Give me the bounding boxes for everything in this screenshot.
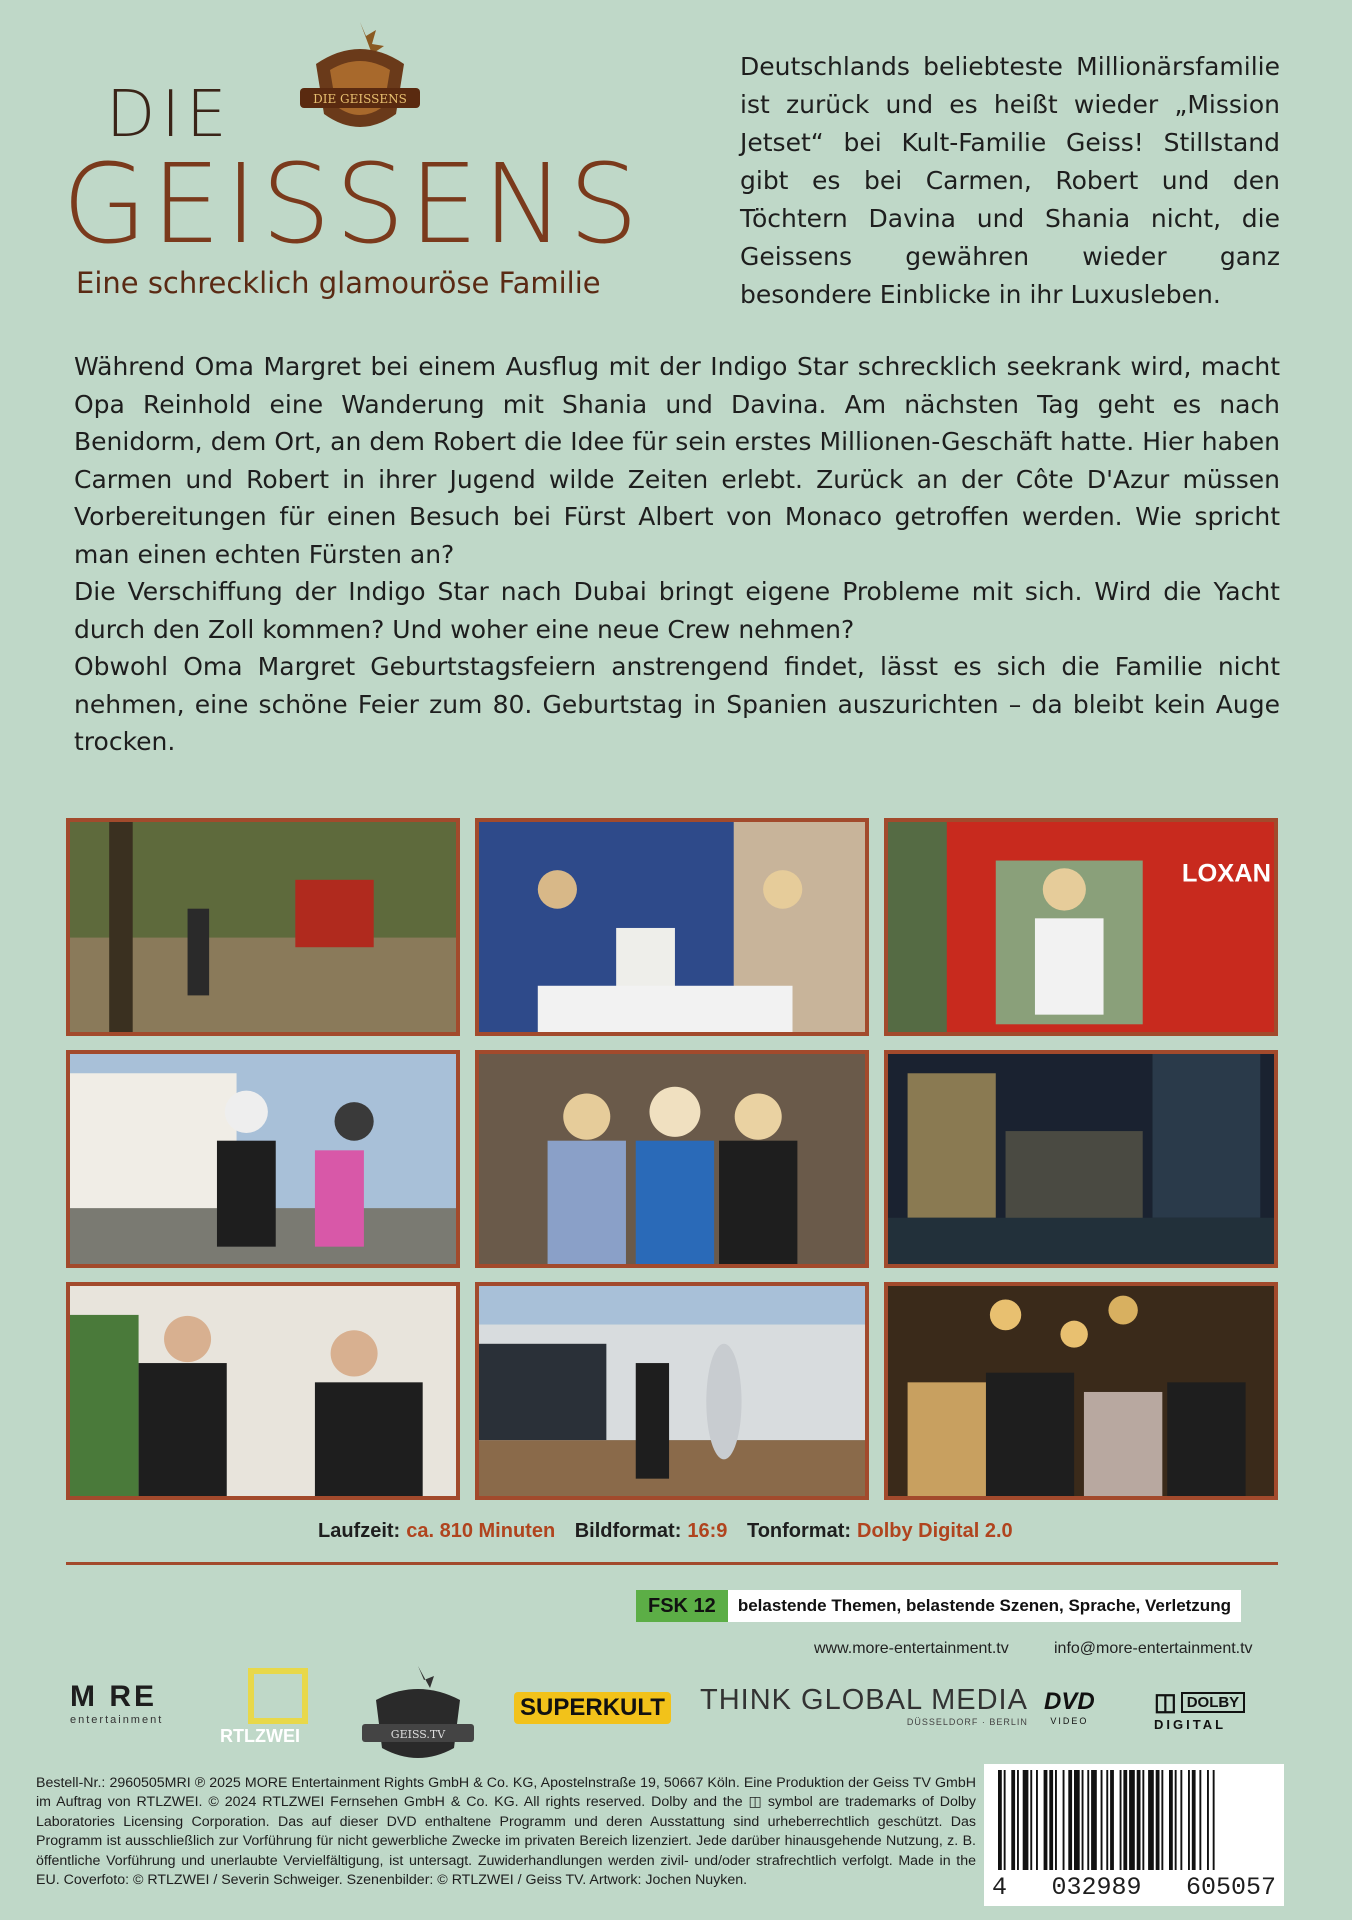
barcode-bar — [1106, 1770, 1108, 1870]
barcode-bar — [1192, 1770, 1196, 1870]
scene-photo-gala — [884, 1282, 1278, 1500]
dolby-icon: ◫ — [1154, 1689, 1177, 1716]
age-rating — [636, 1590, 1241, 1622]
barcode-digit-prefix: 4 — [992, 1873, 1008, 1902]
barcode-bar — [1156, 1770, 1160, 1870]
geiss-tv-logo — [356, 1660, 480, 1770]
think-global-sub: DÜSSELDORF · BERLIN — [906, 1717, 1028, 1727]
barcode-bar — [1101, 1770, 1103, 1870]
divider — [66, 1562, 1278, 1565]
barcode-bar — [1148, 1770, 1154, 1870]
ean-barcode — [984, 1764, 1284, 1906]
barcode-bar — [1055, 1770, 1057, 1870]
barcode-bar — [1063, 1770, 1065, 1870]
runtime-label: Laufzeit: — [318, 1520, 401, 1542]
synopsis-paragraph: Während Oma Margret bei einem Ausflug mit der Indigo Star schrecklich seekrank wird, macht Opa Reinhold eine Wanderung mit Shania und Davina. Am nächsten Tag geht es nach Benidorm, dem Ort, an dem Robert die Idee für sein erstes Millionen-Geschäft hatte. Hier haben Carmen und Robert in ihrer Jugend wilde Zeiten erlebt. Zurück an der Côte D'Azur müssen Vorbereitungen für einen Besuch bei Fürst Albert von Monaco getroffen werden. Wie spricht man einen echten Fürsten an? — [74, 352, 1280, 569]
scene-photo-forest-path — [66, 818, 460, 1036]
scene-photo-harbor-fish — [475, 1282, 869, 1500]
legal-text: Bestell-Nr.: 2960505MRI ℗ 2025 MORE Entertainment Rights GmbH & Co. KG, Apostelnstraße 19, 50667 Köln. Eine Produktion der Geiss TV GmbH im Auftrag von RTLZWEI. © 2024 RTLZWEI Fernsehen GmbH & Co. KG. All rights reserved. Dolby and the ◫ symbol are trademarks of Dolby Laboratories Licensing Corporation. Das auf dieser DVD enthaltene Programm und deren Ausstattung sind urheberrechtlich geschützt. Das Programm ist ausschließlich zur Vorführung für nicht gewerbliche Zwecke im privaten Bereich lizenziert. Jede darüber hinausgehende Nutzung, z. B. öffentliche Vorführung und unerlaubte Vervielfältigung, ist untersagt. Zuwiderhandlungen werden zivil- und/oder strafrechtlich verfolgt. Made in the EU. Coverfoto: © RTLZWEI / Severin Schweiger. Szenenbilder: © RTLZWEI / Geiss TV. Artwork: Jochen Nuyken. — [36, 1775, 976, 1889]
barcode-bar — [1213, 1770, 1215, 1870]
synopsis — [74, 348, 1280, 761]
more-logo-text: M RE — [70, 1680, 157, 1713]
think-global-media-logo — [700, 1684, 1028, 1727]
dolby-text: DOLBY — [1181, 1692, 1246, 1713]
barcode-bar — [1199, 1770, 1201, 1870]
website-link[interactable]: www.more-entertainment.tv — [814, 1640, 1009, 1657]
barcode-number — [984, 1873, 1284, 1902]
barcode-bar — [1017, 1770, 1019, 1870]
logo-strip — [0, 1660, 1352, 1770]
more-logo-sub: entertainment — [70, 1714, 164, 1726]
barcode-bar — [1023, 1770, 1029, 1870]
geissens-crest-icon — [286, 14, 434, 144]
barcode-bar — [1091, 1770, 1097, 1870]
audio-value: Dolby Digital 2.0 — [857, 1520, 1013, 1542]
crest-label: DIE GEISSENS — [313, 92, 407, 106]
barcode-bar — [1123, 1770, 1127, 1870]
barcode-bar — [1129, 1770, 1135, 1870]
barcode-bar — [1207, 1770, 1209, 1870]
more-entertainment-logo — [70, 1680, 163, 1726]
barcode-bar — [1011, 1770, 1015, 1870]
scene-photo-birthday-cake — [475, 818, 869, 1036]
barcode-digits-right: 605057 — [1185, 1873, 1276, 1902]
email-link[interactable]: info@more-entertainment.tv — [1054, 1640, 1253, 1657]
barcode-bar — [1074, 1770, 1080, 1870]
tech-specs — [318, 1520, 1027, 1543]
dvd-video-logo — [1044, 1688, 1095, 1726]
barcode-bar — [1180, 1770, 1182, 1870]
barcode-bar — [1161, 1770, 1163, 1870]
superkult-logo: SUPERKULT — [514, 1692, 671, 1724]
barcode-bars-icon — [984, 1764, 1284, 1874]
format-label: Bildformat: — [574, 1520, 682, 1542]
title-geissens: GEISSENS — [62, 140, 643, 268]
think-global-text: THINK GLOBAL MEDIA — [700, 1684, 1028, 1716]
barcode-bar — [1082, 1770, 1084, 1870]
rtlzwei-logo — [220, 1668, 308, 1747]
barcode-bar — [1004, 1770, 1006, 1870]
barcode-bar — [1087, 1770, 1089, 1870]
scene-photo-family-portrait — [475, 1050, 869, 1268]
barcode-bar — [1044, 1770, 1048, 1870]
rtlzwei-logo-text: RTLZWEI — [220, 1726, 300, 1746]
barcode-bar — [1049, 1770, 1053, 1870]
barcode-bar — [998, 1770, 1002, 1870]
dvd-text: DVD — [1044, 1688, 1095, 1715]
scene-photo-scooter — [66, 1050, 460, 1268]
rating-descriptors: belastende Themen, belastende Szenen, Sprache, Verletzung — [728, 1590, 1241, 1622]
intro-text: Deutschlands beliebteste Millionärsfamilie ist zurück und es heißt wieder „Mission Jetset“ bei Kult-Familie Geiss! Stillstand gibt es bei Carmen, Robert und den Töchtern Davina und Shania nicht, die Geissens gewähren wieder ganz besondere Einblicke in ihr Luxusleben. — [740, 52, 1280, 309]
barcode-bar — [1169, 1770, 1173, 1870]
barcode-bar — [1142, 1770, 1144, 1870]
runtime-value: ca. 810 Minuten — [406, 1520, 556, 1542]
scene-photo-handshake — [66, 1282, 460, 1500]
scene-photo-yacht-night — [884, 1050, 1278, 1268]
barcode-bar — [1110, 1770, 1114, 1870]
barcode-bar — [1030, 1770, 1032, 1870]
barcode-bar — [1175, 1770, 1177, 1870]
subtitle: Eine schrecklich glamouröse Familie — [76, 266, 601, 300]
barcode-bar — [1137, 1770, 1141, 1870]
fsk-badge: FSK 12 — [636, 1590, 728, 1622]
barcode-digits-left: 032989 — [1051, 1873, 1142, 1902]
geiss-tv-label: GEISS.TV — [390, 1728, 446, 1741]
excavator-sign: LOXAN — [1181, 859, 1272, 888]
barcode-bar — [1068, 1770, 1072, 1870]
synopsis-paragraph: Obwohl Oma Margret Geburtstagsfeiern anstrengend findet, lässt es sich die Familie nicht nehmen, eine schöne Feier zum 80. Geburtstag in Spanien auszurichten – da bleibt kein Auge trocken. — [74, 652, 1280, 756]
dolby-digital-logo — [1154, 1688, 1245, 1732]
barcode-bar — [1188, 1770, 1190, 1870]
synopsis-paragraph: Die Verschiffung der Indigo Star nach Dubai bringt eigene Probleme mit sich. Wird die Yacht durch den Zoll kommen? Und woher eine neue Crew nehmen? — [74, 577, 1280, 644]
title-die: DIE — [106, 78, 233, 152]
dvd-sub: VIDEO — [1050, 1716, 1089, 1726]
barcode-bar — [1036, 1770, 1038, 1870]
scene-photo-excavator — [884, 818, 1278, 1036]
audio-label: Tonformat: — [746, 1520, 852, 1542]
scene-photo-grid — [66, 818, 1278, 1500]
barcode-bar — [1120, 1770, 1122, 1870]
format-value: 16:9 — [687, 1520, 728, 1542]
dolby-sub: DIGITAL — [1154, 1717, 1227, 1732]
